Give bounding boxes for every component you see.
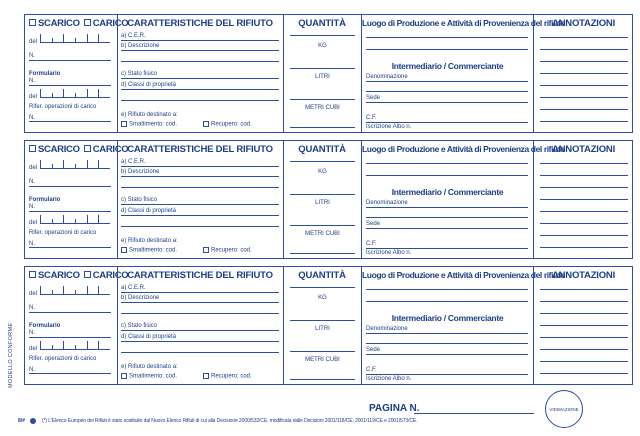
litri-label: LITRI (315, 200, 330, 206)
characteristics-column (117, 141, 282, 258)
rifer-label: Rifer. operazioni di carico (29, 356, 97, 362)
formulario-label: Formulario (29, 323, 61, 329)
origin-column (361, 15, 566, 132)
quantity-line[interactable] (290, 379, 355, 380)
operation-column (25, 15, 129, 132)
annotation-line[interactable] (540, 73, 628, 74)
disposal-option[interactable]: Smaltimento: cod. (121, 373, 177, 380)
formulario-date-label: del (29, 346, 38, 352)
date-label: del (29, 165, 38, 171)
rifer-number-field[interactable] (29, 373, 111, 374)
number-field[interactable] (29, 60, 111, 61)
origin-line[interactable] (366, 301, 528, 302)
number-field[interactable] (29, 186, 111, 187)
annotation-line[interactable] (540, 337, 628, 338)
litri-label: LITRI (315, 326, 330, 332)
description-field[interactable]: b) Descrizione (121, 43, 279, 51)
annotation-line[interactable] (540, 85, 628, 86)
quantity-line[interactable] (290, 161, 355, 162)
annotations-column (533, 15, 633, 132)
description-line[interactable] (121, 61, 279, 62)
description-line[interactable] (121, 187, 279, 188)
annotations-header: ANNOTAZIONI (551, 18, 616, 29)
rifer-number-label: N. (29, 115, 35, 121)
number-field[interactable] (29, 312, 111, 313)
intermediary-name-field[interactable]: Denominazione (366, 74, 528, 82)
formulario-number-field[interactable] (29, 211, 111, 212)
quantity-line[interactable] (290, 225, 355, 226)
disposal-option[interactable]: Smaltimento: cod. (121, 247, 177, 254)
operation-type (29, 270, 128, 281)
recovery-checkbox[interactable] (203, 121, 209, 127)
annotation-line[interactable] (540, 163, 628, 164)
origin-header: Luogo di Produzione e Attività di Provenienza del rifiuto (362, 18, 566, 28)
operation-type (29, 18, 128, 29)
scarico-checkbox[interactable]: SCARICO (29, 18, 80, 29)
annotation-line[interactable] (540, 61, 628, 62)
characteristics-header: CARATTERISTICHE DEL RIFIUTO (127, 18, 273, 29)
description-line[interactable] (121, 313, 279, 314)
metri-cubi-label: METRI CUBI (305, 105, 340, 111)
intermediary-tax-code-field[interactable]: C.F. (366, 367, 528, 375)
physical-state-field[interactable]: c) Stato fisico (121, 323, 279, 331)
hazard-classes-line[interactable] (121, 226, 279, 227)
litri-label: LITRI (315, 74, 330, 80)
characteristics-column (117, 15, 282, 132)
metri-cubi-label: METRI CUBI (305, 357, 340, 363)
kg-label: KG (318, 43, 327, 49)
annotation-line[interactable] (540, 199, 628, 200)
hazard-classes-field[interactable]: d) Classi di proprietà (121, 208, 279, 216)
quantity-column (283, 15, 360, 132)
date-field[interactable] (40, 160, 110, 169)
register-entry (24, 14, 633, 133)
formulario-date-label: del (29, 220, 38, 226)
cer-field[interactable]: a) C.E.R. (121, 159, 279, 167)
quantity-line[interactable] (290, 99, 355, 100)
origin-line[interactable] (366, 49, 528, 50)
number-label: N. (29, 53, 35, 59)
page-number-label: PAGINA N. (369, 403, 420, 414)
annotations-header: ANNOTAZIONI (551, 144, 616, 155)
hazard-classes-line[interactable] (121, 352, 279, 353)
quantity-line[interactable] (290, 194, 355, 195)
formulario-date-field[interactable] (40, 341, 110, 350)
annotation-line[interactable] (540, 37, 628, 38)
kg-label: KG (318, 169, 327, 175)
annotations-column (533, 267, 633, 384)
origin-line[interactable] (366, 163, 528, 164)
register-entry (24, 266, 633, 385)
disposal-option[interactable]: Smaltimento: cod. (121, 121, 177, 128)
annotation-line[interactable] (540, 97, 628, 98)
quantity-column (283, 267, 360, 384)
annotation-line[interactable] (540, 361, 628, 362)
annotation-line[interactable] (540, 349, 628, 350)
intermediary-tax-code-field[interactable]: C.F. (366, 241, 528, 249)
disposal-checkbox[interactable] (121, 373, 127, 379)
physical-state-field[interactable]: c) Stato fisico (121, 197, 279, 205)
intermediary-registry-field[interactable]: Iscrizione Albo n. (366, 250, 412, 256)
annotation-line[interactable] (540, 301, 628, 302)
rifer-label: Rifer. operazioni di carico (29, 104, 97, 110)
intermediary-line[interactable] (366, 217, 528, 218)
origin-line[interactable] (366, 289, 528, 290)
destination-label: e) Rifiuto destinato a: (121, 364, 178, 370)
characteristics-column (117, 267, 282, 384)
annotation-line[interactable] (540, 211, 628, 212)
intermediary-tax-code-field[interactable]: C.F. (366, 115, 528, 123)
form-code: 8/# (18, 418, 25, 424)
formulario-number-field[interactable] (29, 85, 111, 86)
rifer-number-label: N. (29, 367, 35, 373)
carico-checkbox[interactable]: CARICO (84, 144, 129, 155)
disposal-checkbox[interactable] (121, 121, 127, 127)
date-field[interactable] (40, 286, 110, 295)
publisher-logo-icon (30, 418, 36, 424)
conformity-label: MODELLO CONFORME (8, 322, 14, 388)
scarico-checkbox[interactable]: SCARICO (29, 270, 80, 281)
annotation-line[interactable] (540, 289, 628, 290)
annotation-line[interactable] (540, 175, 628, 176)
cer-field[interactable]: a) C.E.R. (121, 33, 279, 41)
hazard-classes-line[interactable] (121, 100, 279, 101)
annotations-column (533, 141, 633, 258)
recovery-option[interactable]: Recupero: cod. (203, 247, 252, 254)
number-label: N. (29, 179, 35, 185)
intermediary-header: Intermediario / Commerciante (391, 61, 504, 71)
intermediary-line[interactable] (366, 91, 528, 92)
formulario-label: Formulario (29, 197, 61, 203)
annotation-line[interactable] (540, 49, 628, 50)
formulario-number-label: N. (29, 330, 35, 336)
physical-state-field[interactable]: c) Stato fisico (121, 71, 279, 79)
rifer-number-label: N. (29, 241, 35, 247)
destination-label: e) Rifiuto destinato a: (121, 238, 178, 244)
recovery-option[interactable]: Recupero: cod. (203, 121, 252, 128)
carico-checkbox[interactable]: CARICO (84, 18, 129, 29)
origin-header: Luogo di Produzione e Attività di Provenienza del rifiuto (362, 270, 566, 280)
vidimazione-stamp: VIDIMAZIONE (545, 390, 583, 428)
annotations-header: ANNOTAZIONI (551, 270, 616, 281)
formulario-number-label: N. (29, 204, 35, 210)
annotation-line[interactable] (540, 373, 628, 374)
formulario-label: Formulario (29, 71, 61, 77)
quantity-header: QUANTITÀ (298, 144, 346, 155)
origin-column (361, 141, 566, 258)
cer-field[interactable]: a) C.E.R. (121, 285, 279, 293)
annotation-line[interactable] (540, 235, 628, 236)
intermediary-address-field[interactable]: Sede (366, 95, 528, 103)
page-number-field[interactable] (414, 413, 534, 414)
quantity-line[interactable] (290, 68, 355, 69)
intermediary-address-field[interactable]: Sede (366, 221, 528, 229)
intermediary-line[interactable] (366, 343, 528, 344)
annotation-line[interactable] (540, 121, 628, 122)
description-field[interactable]: b) Descrizione (121, 295, 279, 303)
recovery-checkbox[interactable] (203, 373, 209, 379)
formulario-number-field[interactable] (29, 337, 111, 338)
characteristics-header: CARATTERISTICHE DEL RIFIUTO (127, 270, 273, 281)
intermediary-registry-field[interactable]: Iscrizione Albo n. (366, 376, 412, 382)
description-field[interactable]: b) Descrizione (121, 169, 279, 177)
characteristics-header: CARATTERISTICHE DEL RIFIUTO (127, 144, 273, 155)
origin-line[interactable] (366, 37, 528, 38)
quantity-line[interactable] (290, 320, 355, 321)
rifer-number-field[interactable] (29, 121, 111, 122)
register-entry (24, 140, 633, 259)
origin-line[interactable] (366, 175, 528, 176)
intermediary-registry-field[interactable]: Iscrizione Albo n. (366, 124, 412, 130)
formulario-number-label: N. (29, 78, 35, 84)
operation-type (29, 144, 128, 155)
number-label: N. (29, 305, 35, 311)
quantity-header: QUANTITÀ (298, 18, 346, 29)
annotation-line[interactable] (540, 109, 628, 110)
origin-header: Luogo di Produzione e Attività di Provenienza del rifiuto (362, 144, 566, 154)
intermediary-header: Intermediario / Commerciante (391, 313, 504, 323)
footnote: (*) L'Elenco Europeo dei Rifiuti è stato sostituito dal Nuovo Elenco Rifiuti di cui alla Decisione 2000/532/CE, modificata dalle Decisioni 2001/118/CE, 2001/119/CE e 2001/573/CE. (42, 418, 418, 424)
operation-column (25, 141, 129, 258)
carico-checkbox[interactable]: CARICO (84, 270, 129, 281)
disposal-checkbox[interactable] (121, 247, 127, 253)
annotation-line[interactable] (540, 313, 628, 314)
date-label: del (29, 291, 38, 297)
hazard-classes-field[interactable]: d) Classi di proprietà (121, 334, 279, 342)
formulario-date-label: del (29, 94, 38, 100)
intermediary-address-field[interactable]: Sede (366, 347, 528, 355)
register-sheet (24, 14, 633, 390)
quantity-column (283, 141, 360, 258)
formulario-date-field[interactable] (40, 89, 110, 98)
quantity-line[interactable] (290, 287, 355, 288)
quantity-line[interactable] (290, 253, 355, 254)
destination-label: e) Rifiuto destinato a: (121, 112, 178, 118)
date-label: del (29, 39, 38, 45)
quantity-line[interactable] (290, 35, 355, 36)
recovery-checkbox[interactable] (203, 247, 209, 253)
quantity-line[interactable] (290, 351, 355, 352)
rifer-number-field[interactable] (29, 247, 111, 248)
recovery-option[interactable]: Recupero: cod. (203, 373, 252, 380)
annotation-line[interactable] (540, 223, 628, 224)
intermediary-name-field[interactable]: Denominazione (366, 200, 528, 208)
operation-column (25, 267, 129, 384)
date-field[interactable] (40, 34, 110, 43)
intermediary-header: Intermediario / Commerciante (391, 187, 504, 197)
rifer-label: Rifer. operazioni di carico (29, 230, 97, 236)
hazard-classes-field[interactable]: d) Classi di proprietà (121, 82, 279, 90)
scarico-checkbox[interactable]: SCARICO (29, 144, 80, 155)
metri-cubi-label: METRI CUBI (305, 231, 340, 237)
origin-column (361, 267, 566, 384)
annotation-line[interactable] (540, 187, 628, 188)
annotation-line[interactable] (540, 247, 628, 248)
intermediary-name-field[interactable]: Denominazione (366, 326, 528, 334)
quantity-line[interactable] (290, 127, 355, 128)
quantity-header: QUANTITÀ (298, 270, 346, 281)
kg-label: KG (318, 295, 327, 301)
annotation-line[interactable] (540, 325, 628, 326)
formulario-date-field[interactable] (40, 215, 110, 224)
